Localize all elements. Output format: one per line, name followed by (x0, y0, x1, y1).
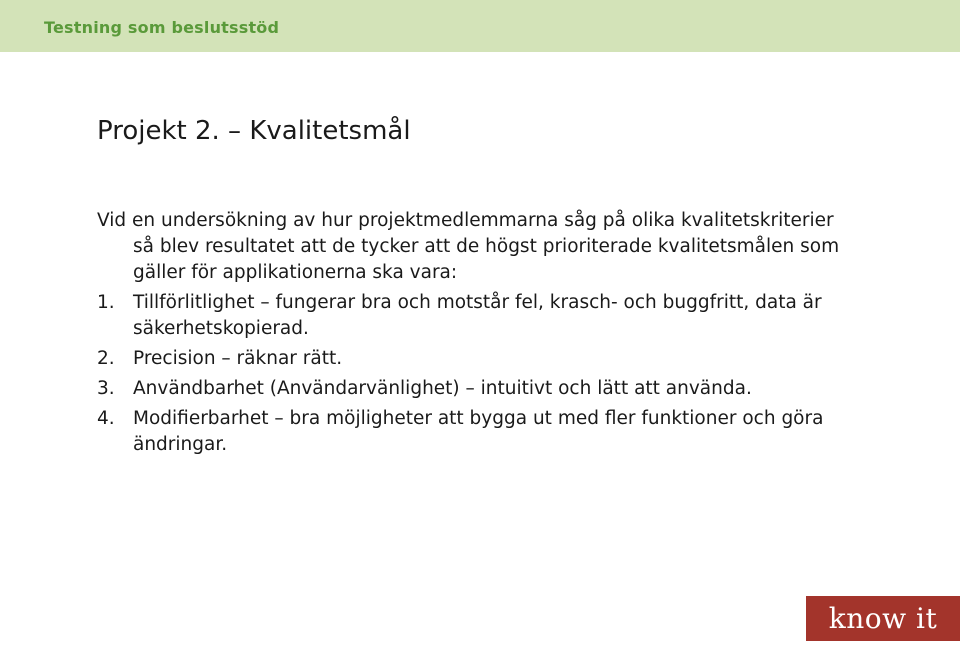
list-item (97, 376, 857, 402)
list-item-number: 2. (97, 348, 115, 369)
list-item (97, 346, 857, 372)
list-item (97, 406, 857, 458)
header-bar (0, 0, 960, 52)
slide-body (97, 208, 857, 458)
slide-title: Projekt 2. – Kvalitetsmål (97, 116, 411, 146)
header-title: Testning som beslutsstöd (44, 18, 280, 37)
list-item (97, 290, 857, 342)
logo-text: know it (828, 602, 938, 635)
list-item-text: Modifierbarhet – bra möjligheter att bygga ut med fler funktioner och göra ändringar. (133, 408, 824, 455)
list-item-text: Användbarhet (Användarvänlighet) – intuitivt och lätt att använda. (133, 378, 752, 399)
list-item-number: 4. (97, 408, 115, 429)
list-item-text: Precision – räknar rätt. (133, 348, 343, 369)
quality-goals-list (97, 290, 857, 458)
intro-paragraph: Vid en undersökning av hur projektmedlemmarna såg på olika kvalitetskriterier så blev resultatet att de tycker att de högst prioriterade kvalitetsmålen som gäller för applikationerna ska vara: (97, 210, 840, 283)
list-item-number: 3. (97, 378, 115, 399)
list-item-text: Tillförlitlighet – fungerar bra och motstår fel, krasch- och buggfritt, data är säkerhetskopierad. (133, 292, 822, 339)
list-item-number: 1. (97, 292, 115, 313)
company-logo (806, 596, 960, 641)
